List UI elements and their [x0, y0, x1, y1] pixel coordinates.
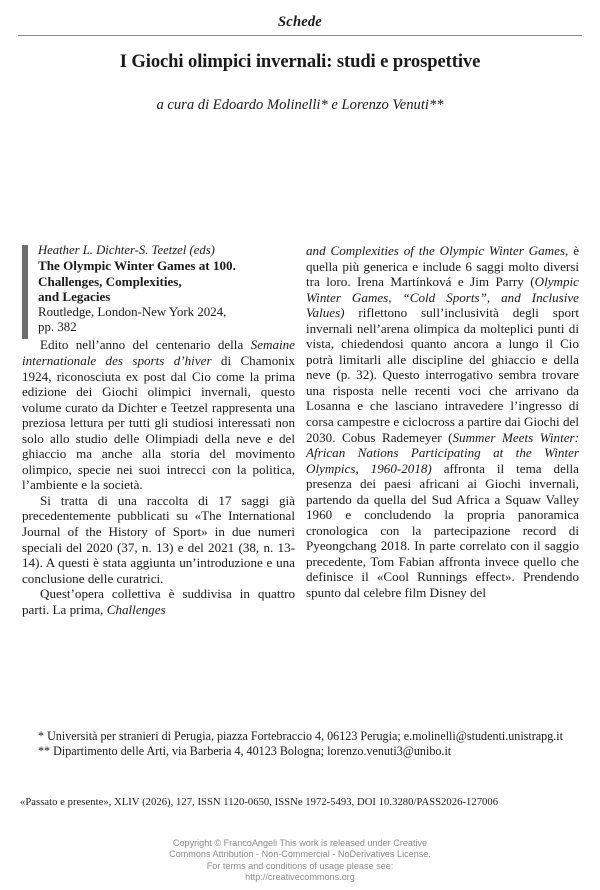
- running-head: Schede: [278, 14, 322, 30]
- page-title: I Giochi olimpici invernali: studi e prospettive: [119, 51, 481, 72]
- reference-title-line-1: The Olympic Winter Games at 100.: [38, 258, 236, 274]
- footnotes: [22, 729, 582, 760]
- column-left: [22, 243, 295, 617]
- body-columns: [22, 243, 582, 705]
- paragraph-3-text-pre: Quest’opera collettiva è suddivisa in quattro parti. La prima,: [22, 586, 295, 617]
- copyright-url: http://creativecommons.org: [245, 872, 355, 883]
- column-right: [306, 243, 579, 601]
- header-rule: [18, 35, 582, 36]
- footnote-2: ** Dipartimento delle Arti, via Barberia 4, 40123 Bologna; lorenzo.venuti3@unibo.it: [38, 744, 452, 759]
- paragraph-3-part-title-italic: Challenges: [106, 601, 166, 617]
- footnote-1: * Università per stranieri di Perugia, piazza Fortebraccio 4, 06123 Perugia; e.molinelli@studenti.unistrapg.it: [38, 729, 563, 743]
- essay-title-martinkova-parry: Olympic Winter Games, “Cold Sports”, and Inclusive Values): [306, 274, 579, 321]
- right-text-segment-6: affronta il tema della presenza dei paesi africani ai Giochi invernali, partendo da quella del Sud Africa a Squaw Valley 1960 e concludendo la propria panoramica cronologica con la partecipazione record di Pyeongchang 2018. In parte correlato con il saggio precedente, Tom Fabian affronta invece quello che definisce il «Cool Runnings effect». Prendendo spunto dal celebre film Disney del: [306, 460, 579, 601]
- journal-citation: «Passato e presente», XLIV (2026), 127, ISSN 1120-0650, ISSNe 1972-5493, DOI 10.3280/PASS2026-127006: [20, 797, 499, 808]
- copyright-notice: [60, 838, 540, 884]
- paragraph-1-title-italic: Semaine internationale des sports d’hiver: [22, 337, 295, 368]
- paragraph-3: [22, 586, 295, 617]
- reference-publisher: Routledge, London-New York 2024,: [38, 304, 227, 319]
- part-title-italic-continued: and Complexities of the Olympic Winter Games: [306, 243, 566, 258]
- paragraph-1-text-post: di Chamonix 1924, riconosciuta ex post dal Cio come la prima edizione dei Giochi olimpici invernali, questo volume curato da Dichter e Teetzel rappresenta una preziosa lettura per tutti gli studiosi interessati non solo allo studio delle Olimpiadi della neve e del ghiaccio ma anche alla storia del movimento olimpico, specie nei suoi intrecci con la politica, l’ambiente e la società.: [22, 352, 295, 493]
- right-text-segment-2: , è quella più generica e include 6 saggi molto diversi tra loro. Irena Martínková e Jim Parry (: [306, 243, 580, 290]
- paragraph-2: Si tratta di una raccolta di 17 saggi già precedentemente pubblicati su «The International Journal of the History of Sport» in due numeri speciali del 2020 (37, n. 13) e del 2021 (38, n. 13-14). A questi è stata aggiunta un’introduzione e una conclusione delle curatrici.: [22, 492, 295, 586]
- copyright-line-2: Commons Attribution - Non-Commercial - NoDerivatives License.: [169, 849, 431, 860]
- reference-title-line-2: Challenges, Complexities,: [38, 273, 182, 289]
- reference-block: [22, 243, 295, 335]
- reference-accent-bar: [22, 245, 28, 339]
- copyright-line-3: For terms and conditions of usage please see:: [206, 860, 394, 871]
- paragraph-1-text-pre: Edito nell’anno del centenario della: [40, 337, 251, 353]
- reference-title-line-3: and Legacies: [38, 289, 111, 305]
- reference-pages: pp. 382: [38, 320, 77, 335]
- right-text-segment-4: riflettono sull’inclusività degli sport invernali nell’arena olimpica da molteplici punti di vista, chiedendosi quanto ancora a lungo il Cio potrà limitarli alle discipline del ghiaccio e della neve (p. 32). Questo interrogativo sembra trovare una risposta nelle recenti voci che arrivano da Losanna e che lasciano intravedere l’ingresso di corsa campestre e ciclocross a partire dai Giochi del 2030. Cobus Rademeyer (: [306, 305, 579, 445]
- reference-authors: Heather L. Dichter-S. Teetzel (eds): [38, 243, 215, 257]
- byline-editors: a cura di Edoardo Molinelli* e Lorenzo Venuti**: [156, 97, 444, 113]
- paragraph-4-continued: [306, 243, 579, 601]
- essay-title-rademeyer: Summer Meets Winter: African Nations Participating at the Winter Olympics, 1960-2018): [306, 429, 580, 476]
- paragraph-1: [22, 337, 295, 492]
- copyright-line-1: Copyright © FrancoAngeli This work is released under Creative: [172, 838, 428, 848]
